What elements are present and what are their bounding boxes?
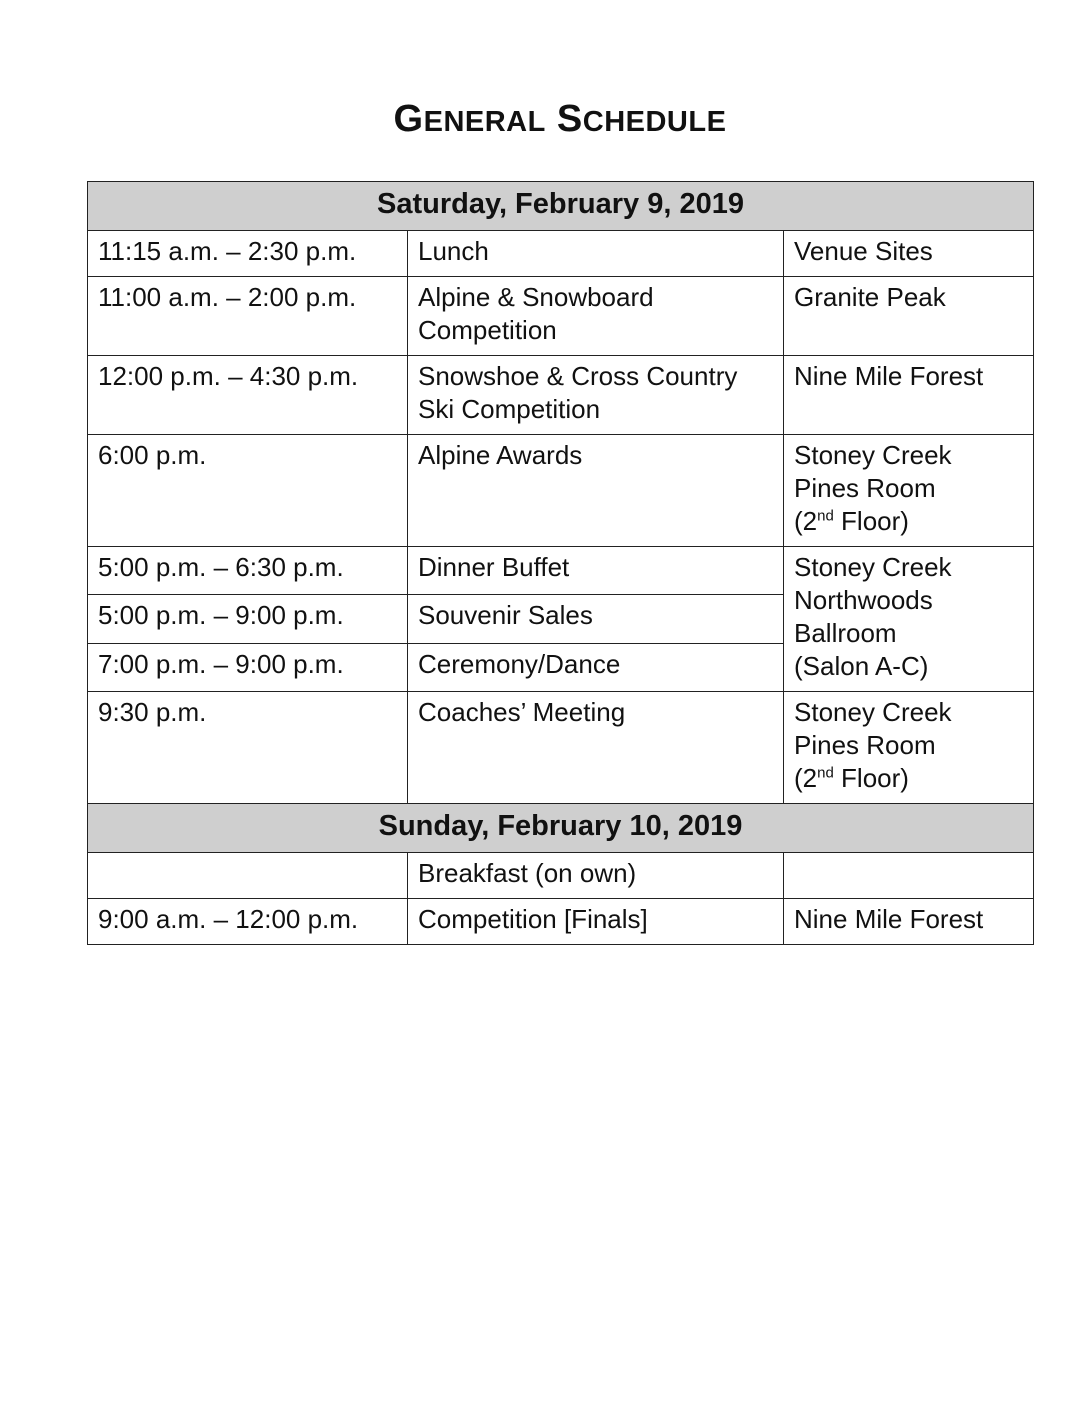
time-cell: 5:00 p.m. – 9:00 p.m. <box>88 595 408 643</box>
time-cell: 11:15 a.m. – 2:30 p.m. <box>88 231 408 277</box>
location-line: (Salon A-C) <box>794 651 929 681</box>
location-cell <box>784 853 1034 899</box>
location-line: (2nd Floor) <box>794 506 909 536</box>
day-header-row <box>88 804 1034 853</box>
location-cell: Nine Mile Forest <box>784 899 1034 945</box>
time-cell: 11:00 a.m. – 2:00 p.m. <box>88 277 408 356</box>
location-line: Stoney Creek <box>794 697 952 727</box>
event-cell: Alpine Awards <box>408 435 784 547</box>
location-cell <box>784 692 1034 804</box>
location-line: Pines Room <box>794 473 936 503</box>
table-row <box>88 231 1034 277</box>
location-line: Stoney Creek <box>794 440 952 470</box>
day-header: Sunday, February 10, 2019 <box>88 804 1034 853</box>
table-row <box>88 356 1034 435</box>
event-cell: Coaches’ Meeting <box>408 692 784 804</box>
table-row <box>88 692 1034 804</box>
location-cell: Nine Mile Forest <box>784 356 1034 435</box>
event-cell: Souvenir Sales <box>408 595 784 643</box>
superscript: nd <box>817 764 834 782</box>
event-cell: Ceremony/Dance <box>408 643 784 691</box>
table-row <box>88 899 1034 945</box>
superscript: nd <box>817 507 834 525</box>
location-cell <box>784 435 1034 547</box>
day-header: Saturday, February 9, 2019 <box>88 182 1034 231</box>
location-cell <box>784 547 1034 692</box>
event-cell: Alpine & Snowboard Competition <box>408 277 784 356</box>
table-row <box>88 547 1034 595</box>
location-line: Pines Room <box>794 730 936 760</box>
time-cell: 9:30 p.m. <box>88 692 408 804</box>
location-cell: Granite Peak <box>784 277 1034 356</box>
schedule-table <box>87 181 1034 945</box>
time-cell: 5:00 p.m. – 6:30 p.m. <box>88 547 408 595</box>
location-line: (2nd Floor) <box>794 763 909 793</box>
time-cell: 12:00 p.m. – 4:30 p.m. <box>88 356 408 435</box>
table-row <box>88 853 1034 899</box>
table-row <box>88 277 1034 356</box>
page-title: GENERAL SCHEDULE <box>393 98 727 140</box>
table-row <box>88 435 1034 547</box>
time-cell: 9:00 a.m. – 12:00 p.m. <box>88 899 408 945</box>
location-line: Northwoods <box>794 585 933 615</box>
time-cell: 7:00 p.m. – 9:00 p.m. <box>88 643 408 691</box>
event-cell: Lunch <box>408 231 784 277</box>
time-cell <box>88 853 408 899</box>
day-header-row <box>88 182 1034 231</box>
location-line: Stoney Creek <box>794 552 952 582</box>
event-cell: Dinner Buffet <box>408 547 784 595</box>
time-cell: 6:00 p.m. <box>88 435 408 547</box>
location-cell: Venue Sites <box>784 231 1034 277</box>
event-cell: Competition [Finals] <box>408 899 784 945</box>
event-cell: Breakfast (on own) <box>408 853 784 899</box>
event-cell: Snowshoe & Cross Country Ski Competition <box>408 356 784 435</box>
location-line: Ballroom <box>794 618 897 648</box>
